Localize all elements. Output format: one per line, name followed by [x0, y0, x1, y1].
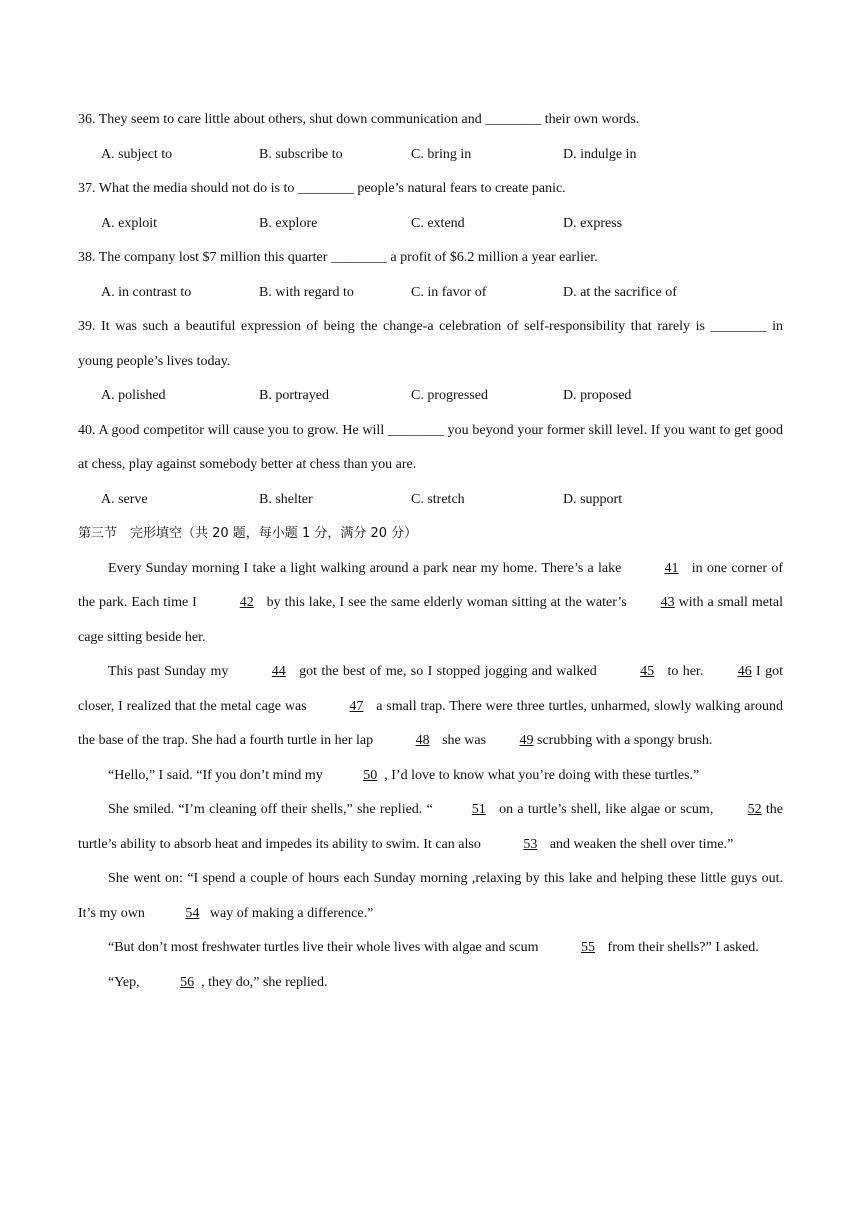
blank-50: 50: [363, 767, 378, 783]
blank-47: 47: [349, 698, 364, 714]
passage-text: and weaken the shell over time.”: [546, 836, 734, 852]
passage-paragraph-1: [78, 552, 783, 656]
passage-text: “But don’t most freshwater turtles live their whole lives with algae and scum: [108, 940, 543, 955]
option-a: A. in contrast to: [101, 284, 192, 300]
passage-paragraph-4: [78, 793, 783, 862]
blank-51: 51: [471, 802, 486, 817]
passage-paragraph-5: [78, 862, 783, 931]
passage-text: by this lake, I see the same elderly woman sitting at the water’s: [262, 595, 631, 610]
blank-41: 41: [664, 560, 679, 576]
question-39: 39. It was such a beautiful expression of being the change-a celebration of self-responsibility that rarely is ________ in young people’s lives today.: [78, 319, 783, 369]
passage-text: the turtle’s ability to absorb heat and impedes its ability to swim. It can also: [78, 802, 783, 852]
passage-text: This past Sunday my: [108, 664, 233, 679]
blank-45: 45: [640, 664, 655, 679]
option-b: B. shelter: [259, 491, 313, 507]
passage-paragraph-2: [78, 655, 783, 759]
passage-text: She smiled. “I’m cleaning off their shells,” she replied. “: [108, 802, 433, 817]
section-title: 第三节 完形填空（共 20 题，每小题 1 分，满分 20 分）: [78, 526, 418, 541]
options-39: [78, 379, 783, 414]
blank-52: 52: [747, 802, 762, 817]
option-b: B. explore: [259, 215, 318, 231]
passage-text: I got closer, I realized that the metal cage was: [78, 664, 783, 714]
options-40: [78, 483, 783, 518]
option-a: A. serve: [101, 491, 148, 507]
passage-text: to her.: [663, 664, 708, 679]
blank-56: 56: [180, 974, 195, 990]
blank-55: 55: [581, 940, 596, 955]
option-b: B. subscribe to: [259, 146, 343, 162]
option-d: D. indulge in: [563, 146, 637, 162]
passage-text: , I’d love to know what you’re doing with these turtles.”: [384, 767, 700, 783]
passage-text: she was: [438, 733, 490, 748]
passage-paragraph-3: [78, 759, 783, 794]
option-c: C. extend: [411, 215, 465, 231]
blank-53: 53: [523, 836, 538, 852]
question-37: 37. What the media should not do is to ________ people’s natural fears to create panic.: [78, 181, 566, 196]
question-40: 40. A good competitor will cause you to grow. He will ________ you beyond your former skill level. If you want to get good at chess, play against somebody better at chess than you are.: [78, 422, 783, 472]
options-38: [78, 276, 783, 311]
options-37: [78, 207, 783, 242]
question-36: 36. They seem to care little about others, shut down communication and ________ their own words.: [78, 112, 640, 127]
passage-text: Every Sunday morning I take a light walking around a park near my home. There’s a lake: [108, 560, 626, 576]
blank-48: 48: [415, 733, 430, 748]
options-36: [78, 138, 783, 173]
blank-49: 49: [519, 733, 534, 748]
option-d: D. proposed: [563, 388, 632, 403]
option-c: C. bring in: [411, 146, 472, 162]
passage-text: from their shells?” I asked.: [604, 940, 759, 955]
passage-text: “Yep,: [108, 974, 144, 990]
blank-54: 54: [185, 905, 200, 921]
blank-46: 46: [737, 664, 752, 679]
passage-text: a small trap. There were three turtles, unharmed, slowly walking around the base of the trap. She had a fourth turtle in her lap: [78, 698, 784, 748]
passage-text: way of making a difference.”: [206, 905, 374, 921]
option-c: C. progressed: [411, 388, 488, 403]
passage-text: in one corner of the park. Each time I: [78, 560, 783, 610]
option-c: C. stretch: [411, 491, 465, 507]
passage-paragraph-7: [78, 966, 783, 1001]
option-d: D. express: [563, 215, 623, 231]
passage-text: “Hello,” I said. “If you don’t mind my: [108, 767, 327, 783]
passage-text: She went on: “I spend a couple of hours each Sunday morning ,relaxing by this lake and helping these little guys out. It’s my own: [78, 871, 783, 921]
option-d: D. support: [563, 491, 623, 507]
passage-text: , they do,” she replied.: [201, 974, 328, 990]
option-a: A. polished: [101, 388, 166, 403]
option-d: D. at the sacrifice of: [563, 284, 677, 300]
question-38: 38. The company lost $7 million this quarter ________ a profit of $6.2 million a year earlier.: [78, 250, 598, 265]
option-c: C. in favor of: [411, 284, 487, 300]
option-a: A. subject to: [101, 146, 173, 162]
passage-text: on a turtle’s shell, like algae or scum,: [494, 802, 718, 817]
blank-43: 43: [660, 595, 675, 610]
document-page: [78, 103, 783, 1000]
passage-text: scrubbing with a spongy brush.: [533, 733, 713, 748]
blank-44: 44: [271, 664, 286, 679]
passage-text: with a small metal cage sitting beside her.: [78, 595, 783, 645]
option-a: A. exploit: [101, 215, 157, 231]
option-b: B. with regard to: [259, 284, 354, 300]
option-b: B. portrayed: [259, 388, 329, 403]
passage-text: got the best of me, so I stopped jogging and walked: [294, 664, 602, 679]
blank-42: 42: [239, 595, 254, 610]
passage-paragraph-6: [78, 931, 783, 966]
